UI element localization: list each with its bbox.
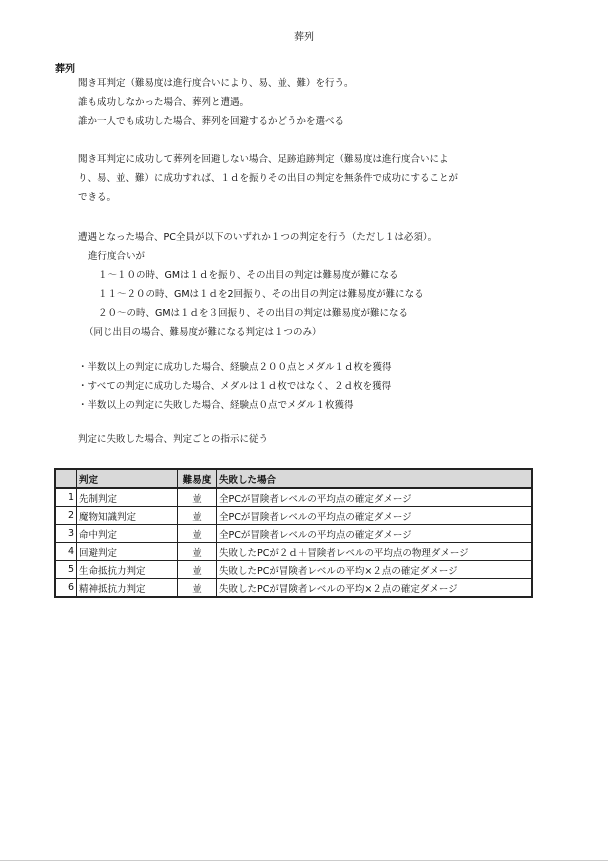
row-number: 5: [55, 561, 77, 579]
check-name: 生命抵抗力判定: [77, 561, 178, 579]
reward-item: ・半数以上の判定に成功した場合、経験点２００点とメダル１ｄ枚を獲得: [78, 362, 392, 373]
fail-note-paragraph: [78, 430, 538, 449]
table-row: [55, 488, 532, 507]
difficulty: 並: [178, 507, 217, 525]
difficulty: 並: [178, 488, 217, 507]
fail-effect: 全PCが冒険者レベルの平均点の確定ダメージ: [217, 488, 533, 507]
table-row: [55, 543, 532, 561]
check-name: 魔物知識判定: [77, 507, 178, 525]
difficulty: 並: [178, 525, 217, 543]
check-name: 精神抵抗力判定: [77, 579, 178, 598]
fail-effect: 全PCが冒険者レベルの平均点の確定ダメージ: [217, 507, 533, 525]
header-on-fail: 失敗した場合: [217, 469, 533, 488]
tracking-line: り、易、並、難）に成功すれば、１ｄを振りその出目の判定を無条件で成功にすることが: [78, 173, 459, 184]
tracking-paragraph: [78, 150, 538, 207]
fail-effect: 失敗したPCが冒険者レベルの平均×２点の確定ダメージ: [217, 561, 533, 579]
progress-case: １１～２０の時、GMは１ｄを2回振り、その出目の判定は難易度が難になる: [98, 289, 424, 300]
row-number: 2: [55, 507, 77, 525]
fail-note: 判定に失敗した場合、判定ごとの指示に従う: [78, 434, 269, 445]
encounter-paragraph: [78, 228, 538, 342]
fail-effect: 失敗したPCが２ｄ＋冒険者レベルの平均点の物理ダメージ: [217, 543, 533, 561]
progress-note: （同じ出目の場合、難易度が難になる判定は１つのみ）: [84, 327, 322, 338]
table-header-row: [55, 469, 532, 488]
check-name: 回避判定: [77, 543, 178, 561]
progress-case: １～１０の時、GMは１ｄを振り、その出目の判定は難易度が難になる: [98, 270, 399, 281]
table-row: [55, 507, 532, 525]
intro-line: 聞き耳判定（難易度は進行度合いにより、易、並、難）を行う。: [78, 78, 354, 89]
table-row: [55, 525, 532, 543]
intro-line: 誰も成功しなかった場合、葬列と遭遇。: [78, 97, 250, 108]
row-number: 3: [55, 525, 77, 543]
intro-paragraph: [78, 74, 538, 131]
progress-case: ２０～の時、GMは１ｄを３回振り、その出目の判定は難易度が難になる: [98, 308, 409, 319]
difficulty: 並: [178, 561, 217, 579]
header-check: 判定: [77, 469, 178, 488]
fail-effect: 失敗したPCが冒険者レベルの平均×２点の確定ダメージ: [217, 579, 533, 598]
header-number: [55, 469, 77, 488]
intro-line: 誰か一人でも成功した場合、葬列を回避するかどうかを選べる: [78, 116, 345, 127]
header-difficulty: 難易度: [178, 469, 217, 488]
reward-item: ・すべての判定に成功した場合、メダルは１ｄ枚ではなく、２ｄ枚を獲得: [78, 381, 392, 392]
encounter-lead: 遭遇となった場合、PC全員が以下のいずれか１つの判定を行う（ただし１は必須）。: [78, 232, 438, 243]
checks-table: [54, 468, 533, 598]
check-name: 命中判定: [77, 525, 178, 543]
table-row: [55, 579, 532, 598]
row-number: 4: [55, 543, 77, 561]
table-row: [55, 561, 532, 579]
rewards-list: [78, 358, 538, 415]
difficulty: 並: [178, 579, 217, 598]
reward-item: ・半数以上の判定に失敗した場合、経験点０点でメダル１枚獲得: [78, 400, 354, 411]
tracking-line: できる。: [78, 192, 117, 203]
row-number: 1: [55, 488, 77, 507]
check-name: 先制判定: [77, 488, 178, 507]
fail-effect: 全PCが冒険者レベルの平均点の確定ダメージ: [217, 525, 533, 543]
tracking-line: 聞き耳判定に成功して葬列を回避しない場合、足跡追跡判定（難易度は進行度合いによ: [78, 154, 449, 165]
page-header: 葬列: [294, 32, 314, 43]
difficulty: 並: [178, 543, 217, 561]
progress-label: 進行度合いが: [88, 251, 146, 262]
row-number: 6: [55, 579, 77, 598]
section-title: 葬列: [55, 64, 75, 75]
